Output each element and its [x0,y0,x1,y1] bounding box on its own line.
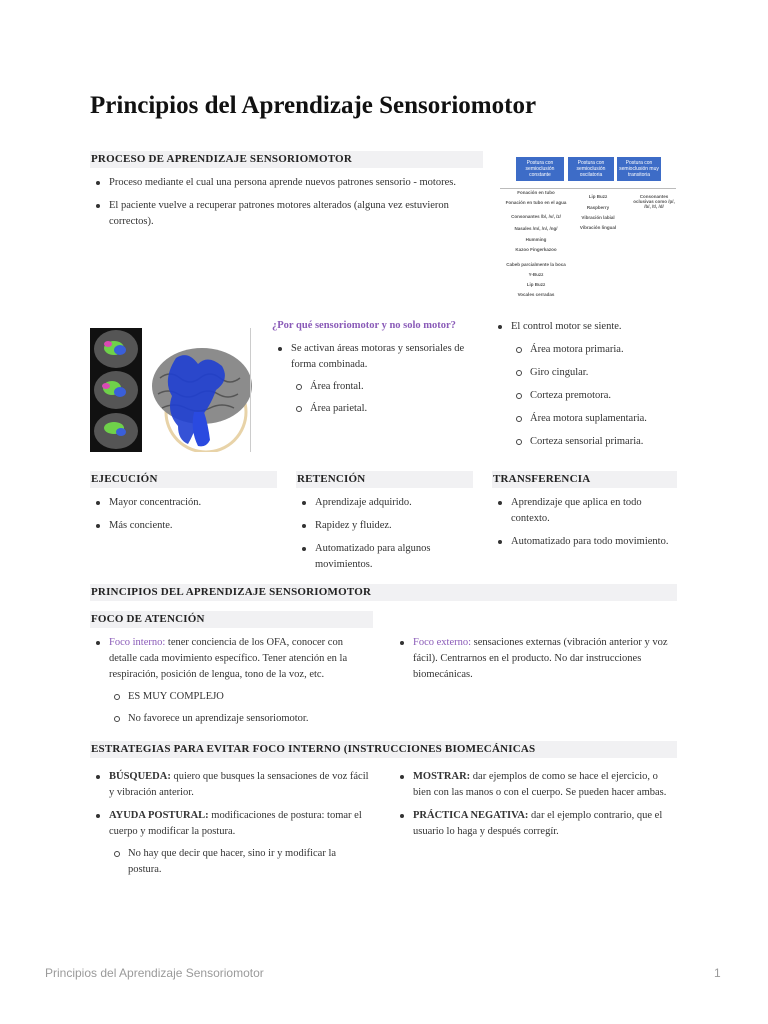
table-cell: Consonantes oclusivas como /p/, /b/, /t/, /d/ [633,194,675,209]
table-divider [500,188,676,189]
list-item: Corteza sensorial primaria. [511,434,682,450]
list-item [394,635,676,683]
brain-scan-graphic [90,328,252,452]
section-heading-estrategias: ESTRATEGIAS PARA EVITAR FOCO INTERNO (INSTRUCCIONES BIOMECÁNICAS [90,741,677,758]
section-heading-ejecucion: EJECUCIÓN [90,471,277,488]
list-item: El paciente vuelve a recuperar patrones motores alterados (alguna vez estuvieron correctos). [90,198,482,230]
estrategias-left-list [90,769,372,878]
list-item: Aprendizaje que aplica en todo contexto. [492,495,676,527]
section-heading-retencion: RETENCIÓN [296,471,473,488]
negativa-label: PRÁCTICA NEGATIVA: [413,810,529,821]
postural-label: AYUDA POSTURAL: [109,810,209,821]
list-item: Área motora primaria. [511,342,682,358]
table-cell: Lip Buzz [526,282,546,287]
list-item: El control motor se siente. [492,319,682,335]
postural-text: modificaciones de postura: tomar el cuerpo y modificar la postura. [109,810,362,837]
table-cell: Raspberry [586,205,610,210]
page-title: Principios del Aprendizaje Sensoriomotor [90,92,537,119]
semiocclusion-table-image [500,157,676,299]
busqueda-label: BÚSQUEDA: [109,771,171,782]
list-item: Aprendizaje adquirido. [296,495,472,511]
table-cell: Fonación en tubo en el agua [505,200,567,205]
table-column-header: Postura con semioclusión oscilatoria [568,157,614,181]
list-item [90,635,370,683]
list-item: Automatizado para algunos movimientos. [296,541,472,573]
list-item: Mayor concentración. [90,495,276,511]
list-item: Giro cingular. [511,365,682,381]
table-cell: Cabeb parcialmente la boca [506,262,566,267]
foco-interno-list [90,635,370,727]
list-item: No favorece un aprendizaje sensoriomotor. [109,711,370,727]
negativa-text: dar el ejemplo contrario, que el usuario lo haga y después corregír. [413,810,663,837]
list-item: Rapidez y fluidez. [296,518,472,534]
foco-interno-text: tener conciencia de los OFA, conocer con detalle cada movimiento específico. Tener atención en la respiración, posición de lengua, tono de la voz, etc. [109,637,348,680]
section-heading-transferencia: TRANSFERENCIA [492,471,677,488]
mostrar-text: dar ejemplos de como se hace el ejercicio, o bien con las manos o con el cuerpo. Se pueden hacer ambas. [413,771,667,798]
list-item [90,769,372,801]
table-cell: Consonantes /b/, /v/, /z/ [511,214,561,219]
foco-externo-text: sensaciones externas (vibración anterior y voz fácil). Centrarnos en el producto. No dar instrucciones biomecánicas. [413,637,668,680]
mostrar-label: MOSTRAR: [413,771,471,782]
porque-list [272,341,482,417]
footer-title: Principios del Aprendizaje Sensoriomotor [45,966,264,980]
section-heading-foco: FOCO DE ATENCIÓN [90,611,373,628]
list-item: Área frontal. [291,379,482,395]
estrategias-right-list [394,769,676,840]
table-cell: Lip Buzz [588,194,608,199]
table-column-header: Postura con semioclusión muy transitoria [617,157,661,181]
vertical-divider [250,328,251,452]
foco-interno-label: Foco interno: [109,637,166,648]
list-item: Proceso mediante el cual una persona aprende nuevos patrones sensorio - motores. [90,175,482,191]
table-cell: Nasales /m/, /n/, /ng/ [514,226,558,231]
proceso-list [90,175,482,230]
table-cell: Vocales cerradas [517,292,555,297]
retencion-list [296,495,472,573]
list-item: Se activan áreas motoras y sensoriales de forma combinada. [272,341,482,373]
foco-externo-list [394,635,676,683]
table-cell: Humming [525,237,547,242]
table-cell: Vibración labial [581,215,615,220]
foco-externo-label: Foco externo: [413,637,472,648]
list-item [90,808,372,840]
list-item: No hay que decir que hacer, sino ir y modificar la postura. [109,846,372,878]
list-item [394,808,676,840]
list-item: Área parietal. [291,401,482,417]
brain-scan-image [90,328,252,452]
list-item: Automatizado para todo movimiento. [492,534,676,550]
ejecucion-list [90,495,276,534]
list-item: Área motora suplamentaria. [511,411,682,427]
list-item: ES MUY COMPLEJO [109,689,370,705]
table-cell: Vibración lingual [579,225,617,230]
control-list [492,319,682,450]
section-heading-proceso: PROCESO DE APRENDIZAJE SENSORIOMOTOR [90,151,483,168]
list-item [394,769,676,801]
list-item: Más conciente. [90,518,276,534]
table-cell: Fonación en tubo [517,190,555,195]
list-item: Corteza premotora. [511,388,682,404]
busqueda-text: quiero que busques la sensaciones de voz fácil y vibración anterior. [109,771,369,798]
question-heading: ¿Por qué sensoriomotor y no solo motor? [272,320,456,331]
section-heading-principios: PRINCIPIOS DEL APRENDIZAJE SENSORIOMOTOR [90,584,677,601]
page-number: 1 [714,966,721,980]
table-column-header: Postura con semioclusión constante [516,157,564,181]
transferencia-list [492,495,676,550]
table-cell: Y-Buzz [528,272,544,277]
table-cell: Kazoo Fingerkazoo [515,247,557,252]
